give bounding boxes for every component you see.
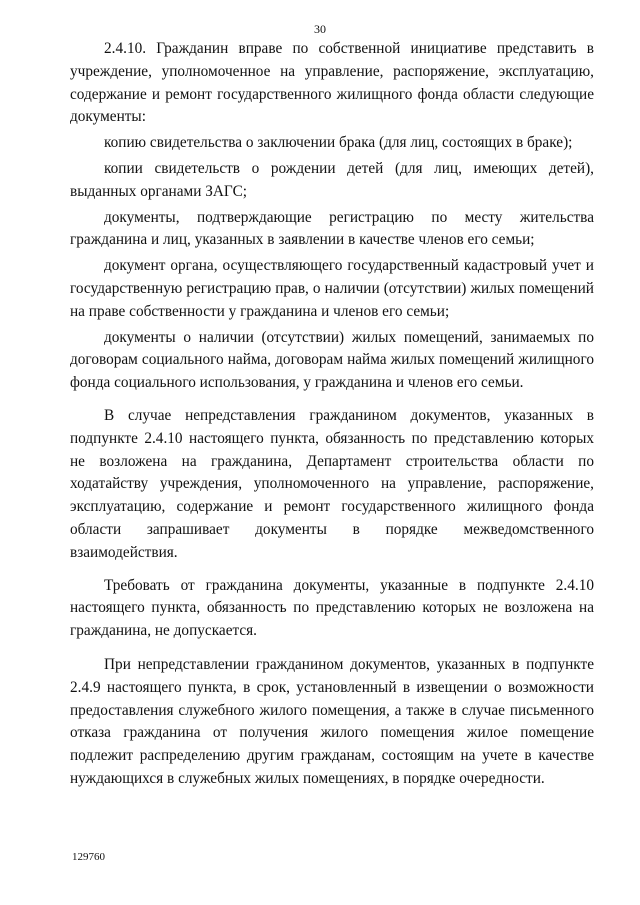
paragraph-interagency-request: В случае непредставления гражданином документов, указанных в подпункте 2.4.10 настоящего пункта, обязанность по представлению которых не возложена на гражданина, Департамент строительства области по ходатайству учреждения, уполномоченного на управление, распоряжение, эксплуатацию, содержание и ремонт государственного жилищного фонда области запрашивает документы в порядке межведомственного взаимодействия. [70, 406, 594, 561]
document-code: 129760 [72, 851, 105, 863]
list-item-registration-documents: документы, подтверждающие регистрацию по месту жительства гражданина и лиц, указанных в заявлении в качестве членов его семьи; [70, 208, 594, 249]
list-item-social-housing-documents: документы о наличии (отсутствии) жилых помещений, занимаемых по договорам социального найма, договорам найма жилых помещений жилищного фонда социального использования, у гражданина и членов его семьи. [70, 328, 594, 392]
page-number: 30 [314, 22, 326, 36]
document-body [70, 38, 594, 791]
paragraph-prohibition: Требовать от гражданина документы, указанные в подпункте 2.4.10 настоящего пункта, обязанность по представлению которых не возложена на гражданина, не допускается. [70, 576, 594, 640]
list-item-birth-certificates: копии свидетельств о рождении детей (для лиц, имеющих детей), выданных органами ЗАГС; [70, 159, 594, 200]
paragraph-nonsubmission: При непредставлении гражданином документов, указанных в подпункте 2.4.9 настоящего пункта, в срок, установленный в извещении о возможности предоставления служебного жилого помещения, а также в случае письменного отказа гражданина от получения жилого помещения жилое помещение подлежит распределению другим гражданам, состоящим на учете в качестве нуждающихся в служебных жилых помещениях, в порядке очередности. [70, 655, 594, 787]
list-item-cadastral-document: документ органа, осуществляющего государственный кадастровый учет и государственную регистрацию прав, о наличии (отсутствии) жилых помещений на праве собственности у гражданина и членов его семьи; [70, 257, 594, 320]
paragraph-2-4-10-intro: 2.4.10. Гражданин вправе по собственной инициативе представить в учреждение, уполномоченное на управление, распоряжение, эксплуатацию, содержание и ремонт государственного жилищного фонда области следующие документы: [70, 40, 594, 126]
list-item-marriage-certificate: копию свидетельства о заключении брака (для лиц, состоящих в браке); [104, 134, 573, 152]
